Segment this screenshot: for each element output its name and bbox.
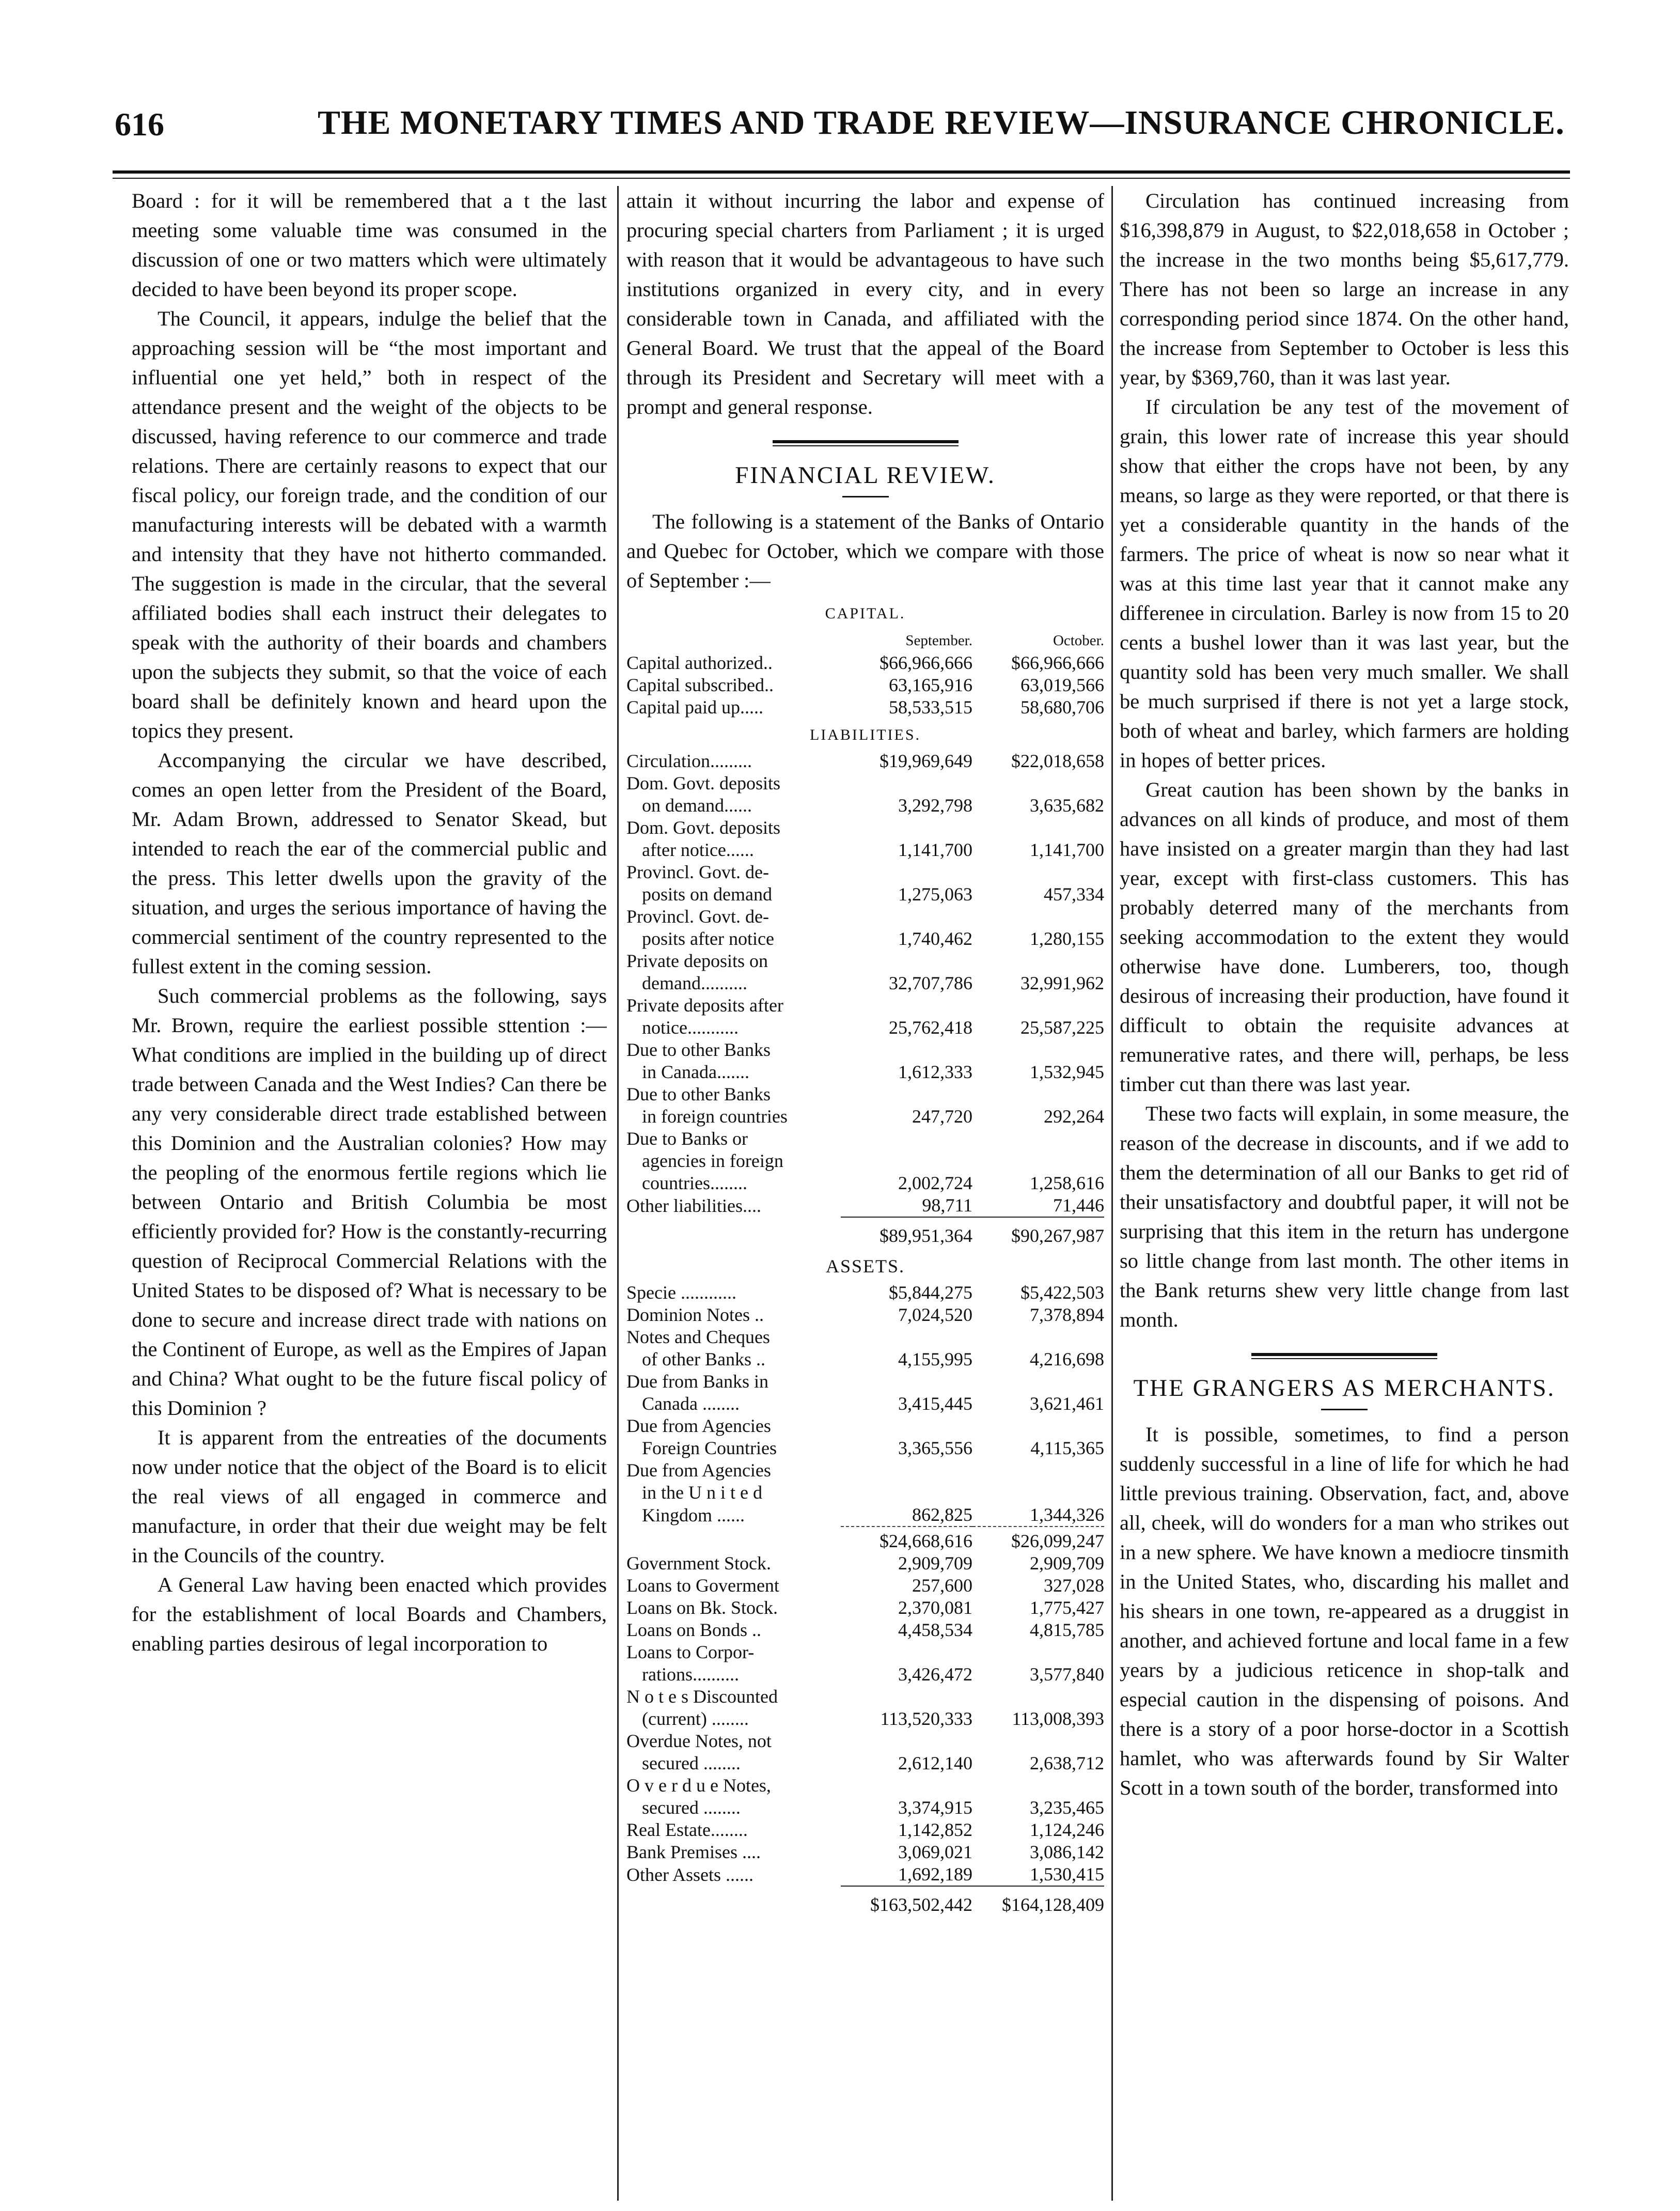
asset-row (626, 1393, 1104, 1415)
row-label: Capital authorized.. (626, 652, 773, 673)
row-label: Dominion Notes .. (626, 1304, 764, 1325)
asset-row (626, 1437, 1104, 1459)
col3-paragraph-4: These two facts will explain, in some measure, the reason of the decrease in discounts, and if we add to them the determination of all our Banks to get rid of their unsatisfactory and doubtful paper, it will not be surprising that this item in the return has undergone so little change from last month. The other items in the Bank returns shew very little change from last month. (1120, 1102, 1569, 1331)
liability-row (626, 950, 1104, 972)
assets-total-row (626, 1886, 1104, 1919)
row-label: Loans on Bonds .. (626, 1620, 761, 1640)
header-rule-thin (113, 178, 1570, 179)
october-value: 58,680,706 (1020, 697, 1104, 718)
september-value: 32,707,786 (889, 973, 972, 993)
october-value: 113,008,393 (1012, 1708, 1104, 1729)
row-label: posits after notice (642, 928, 774, 949)
october-value: 7,378,894 (1030, 1304, 1104, 1325)
october-value (972, 994, 1104, 1017)
september-value: 1,275,063 (898, 884, 972, 905)
asset-row (626, 1348, 1104, 1371)
september-value: $19,969,649 (880, 751, 972, 771)
october-value: 2,638,712 (1030, 1753, 1104, 1773)
october-value (972, 1482, 1104, 1504)
september-value (841, 1774, 972, 1797)
october-value: 25,587,225 (1020, 1017, 1104, 1038)
row-label: on demand...... (642, 795, 752, 816)
asset-row (626, 1415, 1104, 1437)
october-value (972, 1150, 1104, 1172)
october-value (972, 1641, 1104, 1663)
september-value (841, 1150, 972, 1172)
page-number: 616 (115, 106, 164, 143)
october-value: 1,532,945 (1030, 1062, 1104, 1082)
row-label: Bank Premises .... (626, 1842, 761, 1862)
row-label: Dom. Govt. deposits (626, 773, 781, 793)
short-rule (1321, 1409, 1368, 1410)
asset-row (626, 1459, 1104, 1482)
asset-row (626, 1841, 1104, 1863)
grangers-paragraph-1: It is possible, sometimes, to find a person suddenly successful in a line of life for which he had little previous training. Observation, fact, and, above all, cheek, will do wonders for a man who strikes out in a new sphere. We have known a mediocre tinsmith in the United States, who, discarding his mallet and his shears in one town, re-appeared as a druggist in another, and achieved fortune and local fame in a few years by a judicious reticence in shop-talk and especial caution in the dispensing of poisons. And there is a story of a poor horse-doctor in a Scottish hamlet, who was afterwards found by Sir Walter Scott in a town south of the border, transformed into (1120, 1423, 1569, 1799)
september-total: $163,502,442 (841, 1886, 972, 1919)
col1-paragraph-5: It is apparent from the entreaties of the documents now under notice that the object of the Board is to elicit the real views of all engaged in commerce and manufacture, in order that their due weight may be felt in the Councils of the country. (132, 1426, 607, 1567)
asset-row (626, 1863, 1104, 1886)
col-header-october: October. (1053, 632, 1104, 649)
october-value (972, 1774, 1104, 1797)
september-value: 3,292,798 (898, 795, 972, 816)
row-label: Kingdom ...... (642, 1505, 745, 1525)
liability-row (626, 928, 1104, 950)
october-value (972, 861, 1104, 883)
asset-row (626, 1597, 1104, 1619)
asset-row (626, 1304, 1104, 1326)
liability-row (626, 972, 1104, 994)
asset-row (626, 1708, 1104, 1730)
october-value (972, 1686, 1104, 1708)
september-value: 2,612,140 (898, 1753, 972, 1773)
row-label: demand.......... (642, 973, 747, 993)
liability-row (626, 1083, 1104, 1106)
asset-row (626, 1504, 1104, 1527)
october-value: $22,018,658 (1011, 751, 1104, 771)
september-value: 4,155,995 (898, 1349, 972, 1369)
october-value: $66,966,666 (1011, 652, 1104, 673)
row-label: Loans to Goverment (626, 1575, 779, 1596)
september-value (841, 1686, 972, 1708)
column-3 (1120, 186, 1569, 2190)
column-divider-2 (1111, 186, 1113, 2201)
october-value (972, 1459, 1104, 1482)
september-value: 257,600 (912, 1575, 972, 1596)
section-rule (773, 440, 959, 446)
september-value: 1,142,852 (898, 1819, 972, 1840)
september-value (841, 906, 972, 928)
row-label: after notice...... (642, 839, 754, 860)
october-value: 1,141,700 (1030, 839, 1104, 860)
september-value (841, 1641, 972, 1663)
row-label: Loans to Corpor- (626, 1642, 755, 1662)
asset-row (626, 1797, 1104, 1819)
financial-review-heading: FINANCIAL REVIEW. (735, 462, 996, 489)
september-value (841, 1730, 972, 1752)
october-total: $90,267,987 (972, 1217, 1104, 1250)
col1-paragraph-1: Board : for it will be remembered that a t the last meeting some valuable time was consumed in the discussion of one or two matters which were ultimately decided to have been beyond its proper scope. (132, 189, 607, 301)
september-value: 98,711 (922, 1195, 972, 1216)
september-value: 3,374,915 (898, 1797, 972, 1818)
col3-paragraph-3: Great caution has been shown by the banks in advances on all kinds of produce, and most of them have insisted on a greater margin than they had last year, except with first-class customers. This has probably deterred many of the merchants from seeking accommodation to the extent they would otherwise have done. Lumberers, too, though desirous of increasing their production, have found it difficult to obtain the requisite advances at remunerative rates, and there will, perhaps, be less timber cut than there was last year. (1120, 778, 1569, 1096)
october-value: 3,235,465 (1030, 1797, 1104, 1818)
september-value: 58,533,515 (889, 697, 972, 718)
october-value: 457,334 (1044, 884, 1104, 905)
september-value: 113,520,333 (880, 1708, 972, 1729)
september-value: 1,141,700 (898, 839, 972, 860)
row-label: (current) ........ (642, 1708, 749, 1729)
september-value (841, 1415, 972, 1437)
october-value (972, 950, 1104, 972)
row-label: Capital paid up..... (626, 697, 763, 718)
october-value: 4,115,365 (1030, 1438, 1104, 1458)
september-value (841, 861, 972, 883)
liability-row (626, 839, 1104, 861)
october-value: 3,635,682 (1030, 795, 1104, 816)
september-value (841, 1482, 972, 1504)
october-value: 1,124,246 (1030, 1819, 1104, 1840)
column-1 (132, 186, 607, 2190)
liability-row (626, 1039, 1104, 1061)
september-value: 1,692,189 (898, 1864, 972, 1885)
section-rule (1251, 1353, 1437, 1359)
september-value: 862,825 (912, 1504, 972, 1525)
asset-row (626, 1686, 1104, 1708)
september-value (841, 1039, 972, 1061)
october-value: 4,216,698 (1030, 1349, 1104, 1369)
september-value (841, 1459, 972, 1482)
row-label: Other Assets ...... (626, 1864, 753, 1885)
september-value: $66,966,666 (880, 652, 972, 673)
row-label: notice........... (642, 1017, 739, 1038)
october-value: 327,028 (1044, 1575, 1104, 1596)
october-value (972, 817, 1104, 839)
september-value (841, 772, 972, 795)
grangers-heading: THE GRANGERS AS MERCHANTS. (1133, 1375, 1556, 1402)
row-label: N o t e s Discounted (626, 1686, 778, 1707)
row-label: Private deposits on (626, 951, 768, 971)
row-label: in the U n i t e d (642, 1482, 762, 1503)
october-value (972, 1039, 1104, 1061)
short-rule (842, 496, 889, 497)
row-label: Foreign Countries (642, 1438, 777, 1458)
financial-review-lead: The following is a statement of the Banks of Ontario and Quebec for October, which we compare with those of September :— (626, 510, 1104, 592)
september-value (841, 1326, 972, 1348)
liability-row (626, 994, 1104, 1017)
october-value (972, 772, 1104, 795)
asset-row (626, 1575, 1104, 1597)
october-value: 2,909,709 (1030, 1553, 1104, 1574)
row-label: Due from Agencies (626, 1460, 771, 1481)
october-value (972, 1083, 1104, 1106)
september-value: $5,844,275 (889, 1282, 972, 1303)
row-label: Circulation......... (626, 751, 752, 771)
liability-row (626, 1128, 1104, 1150)
col1-paragraph-6: A General Law having been enacted which provides for the establishment of local Boards and Chambers, enabling parties desirous of legal incorporation to (132, 1573, 607, 1655)
september-value: 3,415,445 (898, 1393, 972, 1414)
september-total: $24,668,616 (841, 1527, 972, 1552)
row-label: in foreign countries (642, 1106, 788, 1127)
col3-paragraph-2: If circulation be any test of the movement of grain, this lower rate of increase this year should show that either the crops have not been, by any means, so large as they were reported, or that there is yet a considerable quantity in the hands of the farmers. The price of wheat is now so near what it was at this time last year that it cannot make any differenee in circulation. Barley is now from 15 to 20 cents a bushel lower than it was last year, but the quantity sold has been very much smaller. We shall be much surprised if there is not yet a large stock, both of wheat and barley, which farmers are holding in hopes of better prices. (1120, 395, 1569, 772)
col1-paragraph-3: Accompanying the circular we have described, comes an open letter from the President of the Board, Mr. Adam Brown, addressed to Senator Skead, but intended to reach the ear of the commercial public and the press. This letter dwells upon the gravity of the situation, and urges the serious importance of having the commercial sentiment of the country represented to the fullest extent in the coming session. (132, 749, 607, 978)
row-label: secured ........ (642, 1753, 741, 1773)
september-value: 4,458,534 (898, 1620, 972, 1640)
september-value: 2,909,709 (898, 1553, 972, 1574)
september-value (841, 1128, 972, 1150)
row-label: posits on demand (642, 884, 772, 905)
october-value: 1,280,155 (1030, 928, 1104, 949)
row-label: Dom. Govt. deposits (626, 817, 781, 838)
october-value: 63,019,566 (1020, 675, 1104, 695)
september-value (841, 994, 972, 1017)
october-value: 1,530,415 (1030, 1864, 1104, 1885)
row-label: Overdue Notes, not (626, 1731, 772, 1751)
asset-row (626, 1326, 1104, 1348)
total-label-blank (626, 1527, 841, 1552)
october-value (972, 1730, 1104, 1752)
october-value: 292,264 (1044, 1106, 1104, 1127)
col2-intro-paragraph: attain it without incurring the labor and expense of procuring special charters from Parliament ; it is urged with reason that it would be advantageous to have such institutions organized in every city, and in every considerable town in Canada, and affiliated with the General Board. We trust that the appeal of the Board through its President and Secretary will meet with a prompt and general response. (626, 189, 1104, 418)
liability-row (626, 817, 1104, 839)
bank-statement-table (626, 597, 1104, 1919)
september-value: 1,740,462 (898, 928, 972, 949)
total-label-blank (626, 1886, 841, 1919)
liability-row (626, 1106, 1104, 1128)
october-value (972, 1128, 1104, 1150)
row-label: Due from Agencies (626, 1415, 771, 1436)
liability-row (626, 1150, 1104, 1172)
october-value (972, 906, 1104, 928)
row-label: of other Banks .. (642, 1349, 765, 1369)
liability-row (626, 1061, 1104, 1083)
asset-row (626, 1641, 1104, 1663)
liability-row (626, 883, 1104, 906)
liability-row (626, 1017, 1104, 1039)
row-label: Private deposits after (626, 995, 783, 1016)
october-total: $164,128,409 (972, 1886, 1104, 1919)
header-rule-thick (113, 170, 1570, 174)
capital-row (626, 652, 1104, 674)
october-value: 4,815,785 (1030, 1620, 1104, 1640)
row-label: Due to other Banks (626, 1039, 771, 1060)
asset-row (626, 1730, 1104, 1752)
september-value: 25,762,418 (889, 1017, 972, 1038)
capital-heading: CAPITAL. (825, 605, 906, 622)
liability-row (626, 861, 1104, 883)
liability-row (626, 772, 1104, 795)
row-label: secured ........ (642, 1797, 741, 1818)
row-label: Due to Banks or (626, 1128, 748, 1149)
row-label: Canada ........ (642, 1393, 740, 1414)
row-label: Loans on Bk. Stock. (626, 1597, 778, 1618)
september-value: 3,426,472 (898, 1664, 972, 1685)
october-value (972, 1415, 1104, 1437)
asset-row (626, 1619, 1104, 1641)
liability-row (626, 1194, 1104, 1217)
row-label: O v e r d u e Notes, (626, 1775, 771, 1796)
total-label-blank (626, 1217, 841, 1250)
october-value: 3,577,840 (1030, 1664, 1104, 1685)
asset-row (626, 1774, 1104, 1797)
col1-paragraph-4: Such commercial problems as the following, says Mr. Brown, require the earliest possible sttention :—What conditions are implied in the building up of direct trade between Canada and the West Indies? Can there be any very considerable direct trade established between this Dominion and the Australian colonies? How may the peopling of the enormous fertile regions which lie between Ontario and British Columbia be most efficiently provided for? How is the constantly-recurring question of Reciprocal Commercial Relations with the United States to be disposed of? What is necessary to be done to secure and increase direct trade with nations on the Continent of Europe, as well as the Empires of Japan and China? What ought to be the future fiscal policy of this Dominion ? (132, 984, 607, 1420)
row-label: Provincl. Govt. de- (626, 862, 769, 882)
september-total: $89,951,364 (841, 1217, 972, 1250)
row-label: in Canada....... (642, 1062, 749, 1082)
september-value: 2,002,724 (898, 1173, 972, 1193)
asset-row (626, 1552, 1104, 1575)
row-label: Other liabilities.... (626, 1195, 761, 1216)
september-value: 63,165,916 (889, 675, 972, 695)
col-header-september: September. (905, 632, 972, 649)
row-label: Government Stock. (626, 1553, 771, 1574)
october-value: 3,621,461 (1030, 1393, 1104, 1414)
october-value: 71,446 (1053, 1195, 1104, 1216)
october-value: 1,258,616 (1030, 1173, 1104, 1193)
row-label: rations.......... (642, 1664, 739, 1685)
row-label: Capital subscribed.. (626, 675, 774, 695)
october-value: 32,991,962 (1020, 973, 1104, 993)
asset-row (626, 1819, 1104, 1841)
column-divider-1 (617, 186, 619, 2201)
liability-row (626, 906, 1104, 928)
september-value: 2,370,081 (898, 1597, 972, 1618)
asset-row (626, 1282, 1104, 1304)
row-label: Notes and Cheques (626, 1327, 770, 1347)
masthead-title: THE MONETARY TIMES AND TRADE REVIEW—INSURANCE CHRONICLE. (318, 104, 1565, 142)
capital-row (626, 696, 1104, 719)
september-value: 7,024,520 (898, 1304, 972, 1325)
asset-row (626, 1752, 1104, 1774)
october-value: 1,775,427 (1030, 1597, 1104, 1618)
october-value (972, 1326, 1104, 1348)
asset-row (626, 1663, 1104, 1686)
september-value: 3,069,021 (898, 1842, 972, 1862)
asset-row (626, 1482, 1104, 1504)
october-value: 3,086,142 (1030, 1842, 1104, 1862)
liability-row (626, 1172, 1104, 1194)
september-value (841, 950, 972, 972)
row-label: Real Estate........ (626, 1819, 748, 1840)
september-value: 247,720 (912, 1106, 972, 1127)
asset-row (626, 1371, 1104, 1393)
row-label: Provincl. Govt. de- (626, 906, 769, 927)
row-label: Due to other Banks (626, 1084, 771, 1104)
september-value (841, 1083, 972, 1106)
october-value (972, 1371, 1104, 1393)
october-value: $5,422,503 (1020, 1282, 1104, 1303)
row-label: countries........ (642, 1173, 747, 1193)
liability-row (626, 750, 1104, 772)
liabilities-total-row (626, 1217, 1104, 1250)
september-value: 3,365,556 (898, 1438, 972, 1458)
row-label: agencies in foreign (642, 1150, 783, 1171)
september-value: 1,612,333 (898, 1062, 972, 1082)
liabilities-heading: LIABILITIES. (809, 726, 921, 743)
capital-row (626, 674, 1104, 696)
september-value (841, 1371, 972, 1393)
col1-paragraph-2: The Council, it appears, indulge the belief that the approaching session will be “the most important and influential one yet held,” both in respect of the attendance present and the weight of the objects to be discussed, having reference to our commerce and trade relations. There are certainly reasons to expect that our fiscal policy, our foreign trade, and the condition of our manufacturing interests will be debated with a warmth and intensity that they have not hitherto commanded. The suggestion is made in the circular, that the several affiliated bodies shall each instruct their delegates to speak with the authority of their boards and chambers upon the subjects they submit, so that the voice of each board shall be definitely known and heard upon the topics they present. (132, 307, 607, 742)
assets-subtotal-row (626, 1527, 1104, 1552)
assets-heading: ASSETS. (825, 1256, 905, 1276)
column-2 (626, 186, 1104, 2190)
october-value: 1,344,326 (1030, 1504, 1104, 1525)
october-total: $26,099,247 (972, 1527, 1104, 1552)
liability-row (626, 795, 1104, 817)
col3-paragraph-1: Circulation has continued increasing from $16,398,879 in August, to $22,018,658 in October ; the increase in the two months being $5,617,779. There has not been so large an increase in any corresponding period since 1874. On the other hand, the increase from September to October is less this year, by $369,760, than it was last year. (1120, 189, 1569, 389)
september-value (841, 817, 972, 839)
row-label: Specie ............ (626, 1282, 736, 1303)
page-header (0, 0, 1680, 165)
row-label: Due from Banks in (626, 1371, 768, 1392)
